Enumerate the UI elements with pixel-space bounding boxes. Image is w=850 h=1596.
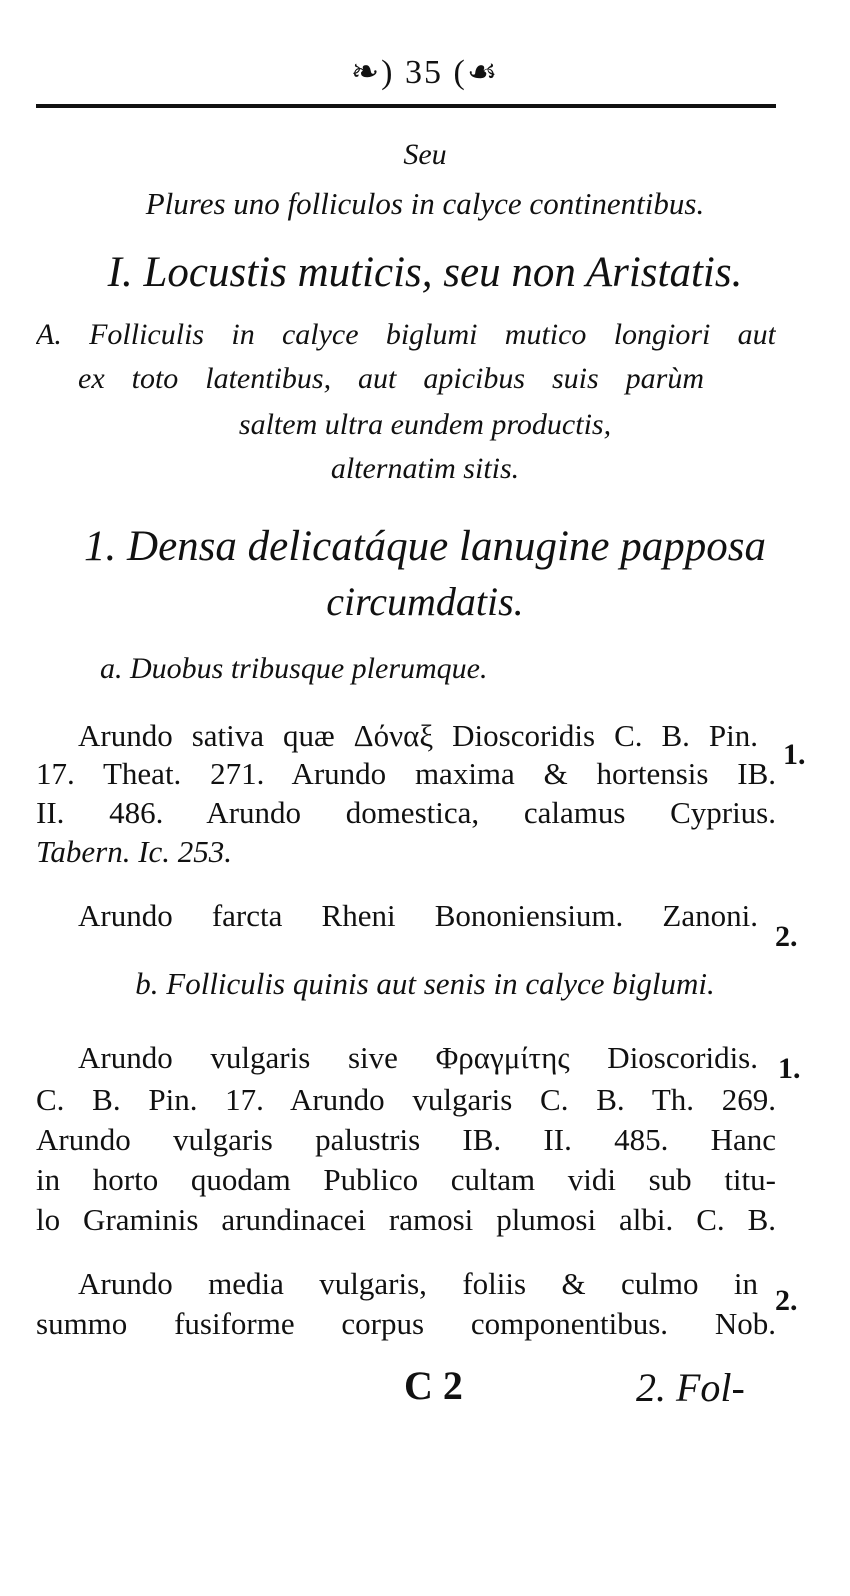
entry-number: 2. [775, 1284, 798, 1317]
header-rule [36, 104, 776, 108]
subsection-a-line-3: saltem ultra eundem productis, [238, 408, 612, 441]
signature-mark: C 2 [404, 1363, 463, 1408]
entry-3-line-1: Arundo vulgaris sive Φραγμίτης Dioscoridis. [78, 1040, 758, 1075]
entry-2-line-1: Arundo farcta Rheni Bononiensium. Zanoni. [78, 898, 758, 933]
entry-3-line-4: in horto quodam Publico cultam vidi sub titu- [36, 1162, 776, 1197]
catchword: 2. Fol- [636, 1365, 745, 1410]
page-header: ❧) 35 (☙ [350, 54, 500, 91]
entry-1-line-1: Arundo sativa quæ Δόναξ Dioscoridis C. B. Pin. [78, 718, 758, 753]
entry-3-line-5: lo Graminis arundinacei ramosi plumosi albi. C. B. [36, 1202, 776, 1237]
entry-1-line-3: II. 486. Arundo domestica, calamus Cyprius. [36, 795, 776, 830]
subsection-a-line-1: A. Folliculis in calyce biglumi mutico longiori aut [36, 318, 776, 351]
subsection-a-line-2: ex toto latentibus, aut apicibus suis parùm [78, 362, 704, 395]
entry-number: 2. [775, 920, 798, 953]
entry-3-line-3: Arundo vulgaris palustris IB. II. 485. Hanc [36, 1122, 776, 1157]
group-heading-cont: circumdatis. [326, 579, 524, 624]
entry-4-line-1: Arundo media vulgaris, foliis & culmo in [78, 1266, 758, 1301]
group-heading: 1. Densa delicatáque lanugine papposa [84, 523, 766, 570]
subsection-a-line-4: alternatim sitis. [330, 452, 520, 485]
subtitle: Plures uno folliculos in calyce continentibus. [145, 186, 705, 221]
entry-1-line-4: Tabern. Ic. 253. [36, 834, 233, 869]
entry-4-line-2: summo fusiforme corpus componentibus. Nob. [36, 1306, 776, 1341]
entry-3-line-2: C. B. Pin. 17. Arundo vulgaris C. B. Th. 269. [36, 1082, 776, 1117]
entry-1-line-2: 17. Theat. 271. Arundo maxima & hortensis IB. [36, 756, 776, 791]
section-heading: I. Locustis muticis, seu non Aristatis. [107, 249, 743, 296]
label-b-heading: b. Folliculis quinis aut senis in calyce biglumi. [135, 966, 715, 1001]
entry-number: 1. [778, 1052, 801, 1085]
connector-text: Seu [403, 138, 447, 171]
label-a: a. Duobus tribusque plerumque. [100, 652, 488, 685]
entry-number: 1. [783, 738, 806, 771]
